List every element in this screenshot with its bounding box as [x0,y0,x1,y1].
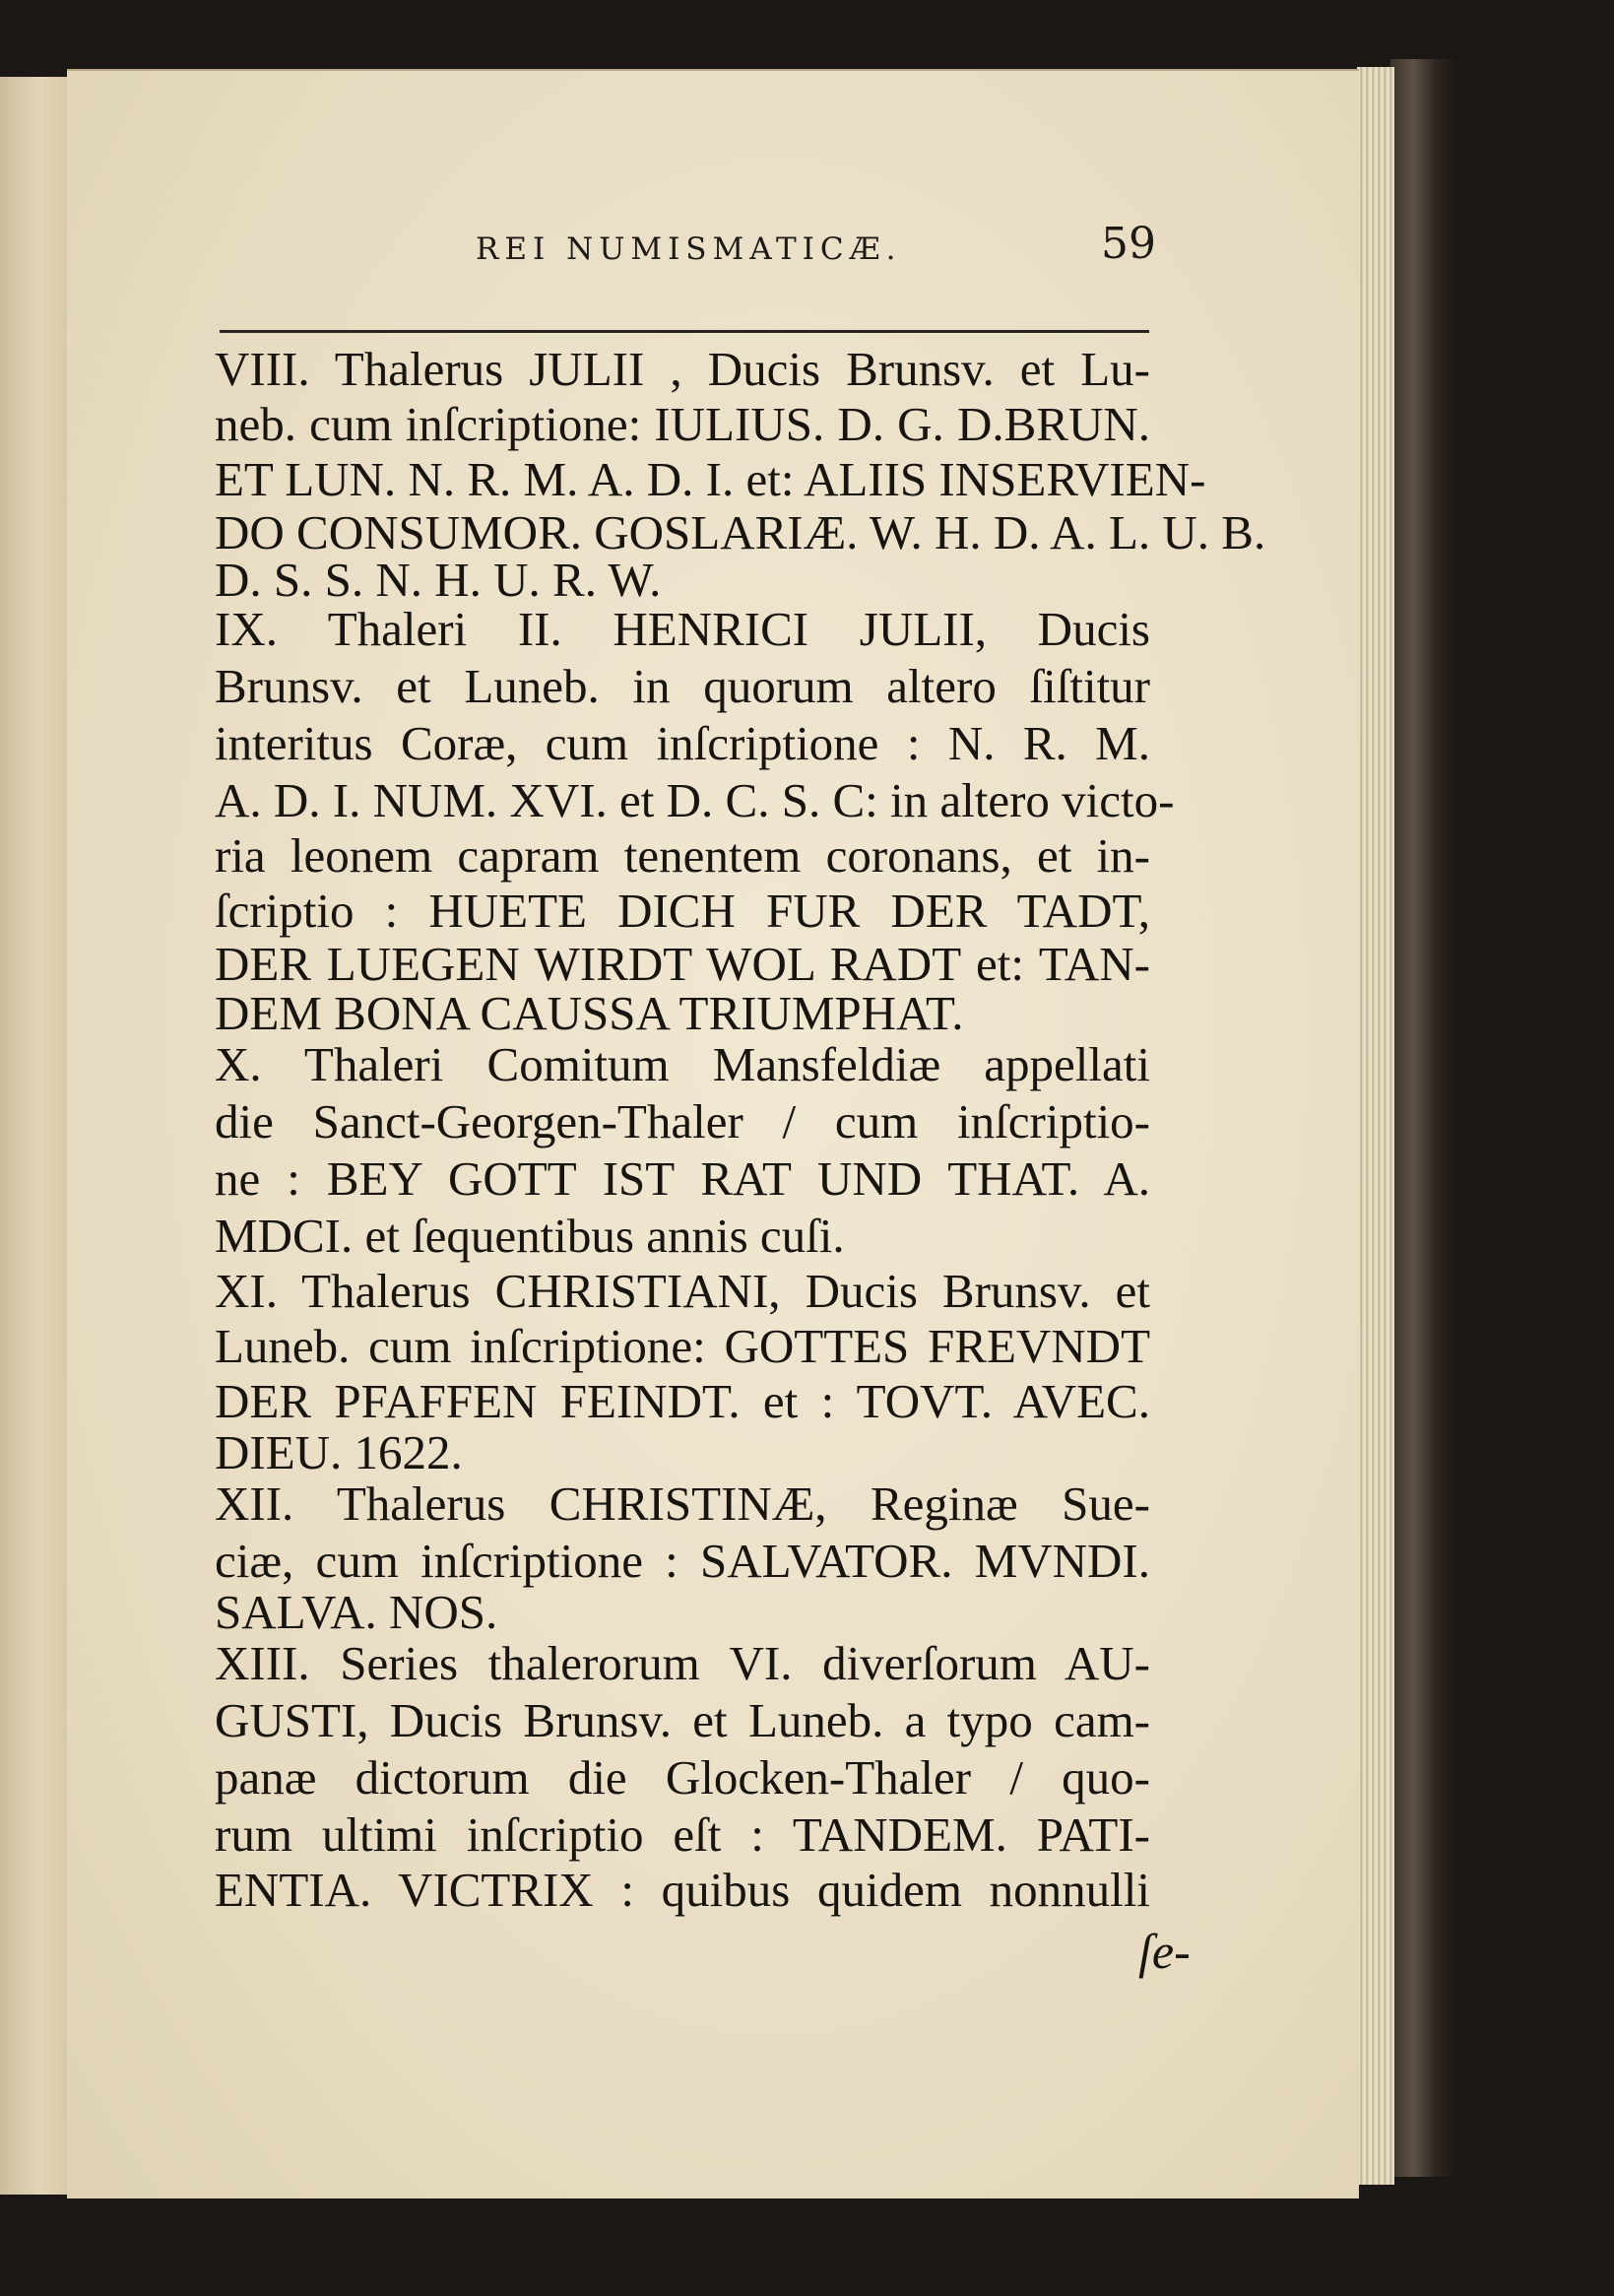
text-line: rum ultimi inſcriptio eſt : TANDEM. PATI- [215,1807,1150,1862]
text-line: ciæ, cum inſcriptione : SALVATOR. MVNDI. [215,1534,1150,1588]
text-line: X. Thaleri Comitum Mansfeldiæ appellati [215,1037,1150,1091]
text-line: ria leonem capram tenentem coronans, et in- [215,828,1150,883]
text-line: A. D. I. NUM. XVI. et D. C. S. C: in altero victo- [215,773,1175,827]
text-line: VIII. Thalerus JULII , Ducis Brunsv. et Lu- [215,342,1150,396]
text-line: XIII. Series thalerorum VI. diverſorum AU- [215,1636,1150,1690]
text-line: DER PFAFFEN FEINDT. et : TOVT. AVEC. [215,1374,1150,1428]
text-line: neb. cum inſcriptione: IULIUS. D. G. D.BRUN. [215,397,1150,451]
text-line: panæ dictorum die Glocken-Thaler / quo- [215,1750,1150,1804]
text-line: Luneb. cum inſcriptione: GOTTES FREVNDT [215,1319,1150,1373]
text-line: SALVA. NOS. [215,1585,498,1639]
running-head: REI NUMISMATICÆ. [476,231,902,267]
text-line: ET LUN. N. R. M. A. D. I. et: ALIIS INSERVIEN- [215,452,1206,506]
text-line: DO CONSUMOR. GOSLARIÆ. W. H. D. A. L. U. B. [215,505,1266,559]
text-line: DIEU. 1622. [215,1425,463,1479]
text-line: DEM BONA CAUSSA TRIUMPHAT. [215,986,964,1040]
text-line: interitus Coræ, cum inſcriptione : N. R. M. [215,716,1150,770]
text-line: MDCI. et ſequentibus annis cuſi. [215,1209,845,1263]
text-line: D. S. S. N. H. U. R. W. [215,553,662,607]
book-spine [1390,59,1455,2177]
page-number: 59 [1101,219,1156,269]
text-line: ſcriptio : HUETE DICH FUR DER TADT, [215,884,1150,938]
text-line: Brunsv. et Luneb. in quorum altero ſiſtitur [215,659,1150,713]
catchword: ſe- [1138,1924,1191,1979]
facing-page-edge [0,77,69,2195]
text-line: ne : BEY GOTT IST RAT UND THAT. A. [215,1151,1150,1206]
text-line: XII. Thalerus CHRISTINÆ, Reginæ Sue- [215,1476,1150,1531]
text-line: DER LUEGEN WIRDT WOL RADT et: TAN- [215,937,1150,991]
text-line: IX. Thaleri II. HENRICI JULII, Ducis [215,602,1150,656]
book-page [67,69,1359,2198]
page-block-edges [1357,67,1394,2185]
text-line: die Sanct-Georgen-Thaler / cum inſcriptio- [215,1094,1150,1148]
text-line: GUSTI, Ducis Brunsv. et Luneb. a typo cam- [215,1693,1150,1747]
text-line: ENTIA. VICTRIX : quibus quidem nonnulli [215,1863,1150,1917]
text-line: XI. Thalerus CHRISTIANI, Ducis Brunsv. et [215,1264,1150,1318]
header-rule [220,330,1149,333]
